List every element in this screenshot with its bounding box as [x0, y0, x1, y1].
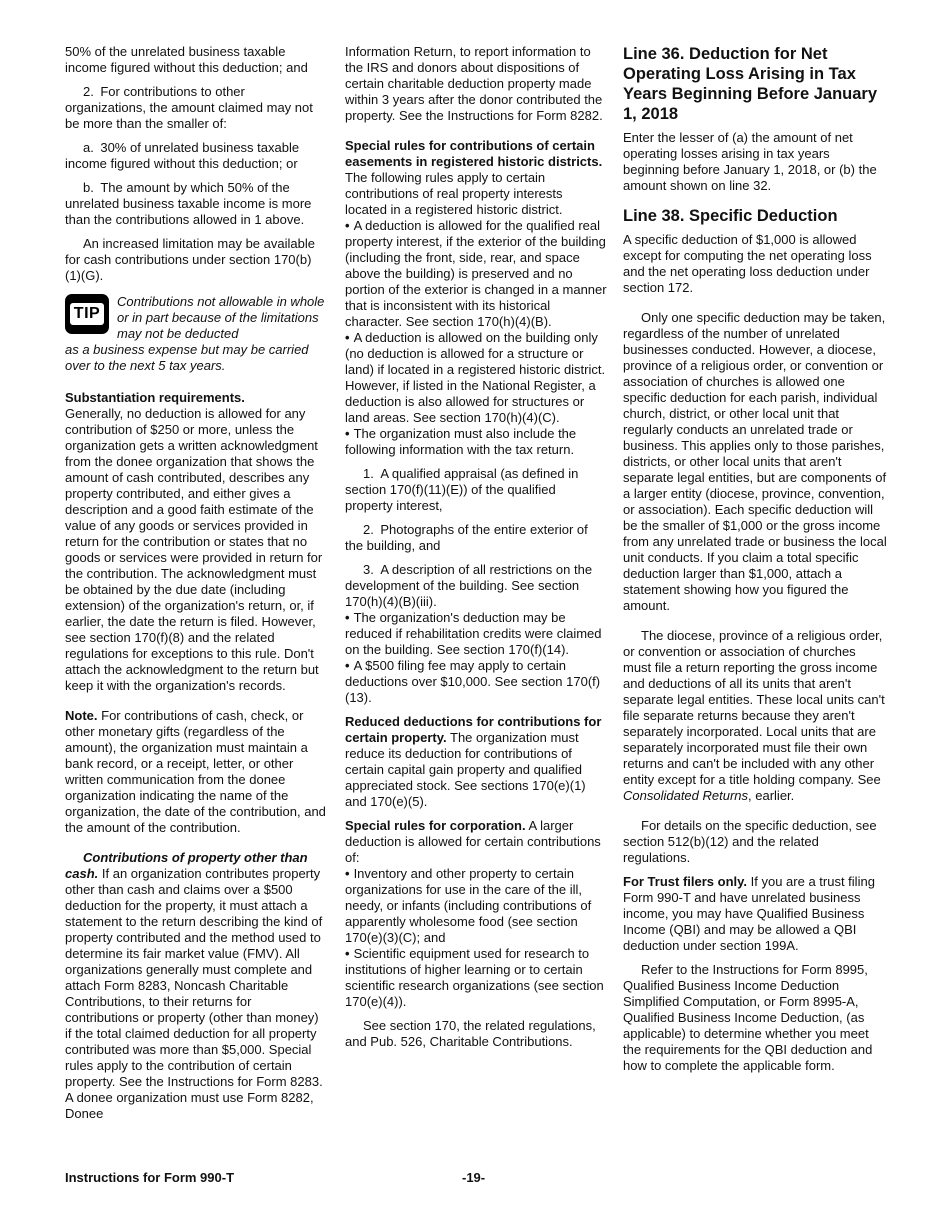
list-item: 3. A description of all restrictions on the development of the building. See section 170(h)(4)(B)(iii).: [345, 562, 593, 609]
paragraph: [65, 850, 327, 1122]
run-in-heading: Special rules for corporation.: [345, 818, 526, 833]
list-item: b. The amount by which 50% of the unrelated business taxable income is more than the contributions allowed in 1 above.: [65, 180, 312, 227]
paragraph-body: If an organization contributes property other than cash and claims over a $500 deduction for the property, it must attach a statement to the return describing the kind of property contributed and the method used to determine its fair market value (FMV). All organizations generally must complete and attach Form 8283, Noncash Charitable Contributions, to their returns for contributions or property (other than money) if the total claimed deduction for all property contributed was more than $5,000. Special rules apply to the contribution of certain property. See the Instructions for Form 8283. A donee organization must use Form 8282, Donee: [65, 866, 323, 1121]
paragraph: For details on the specific deduction, see section 512(b)(12) and the related regulations.: [623, 818, 877, 865]
bullet-item: • Inventory and other property to certain organizations for use in the care of the ill, needy, or infants (including contributions of apparently wholesome food (see section 170(e)(3)(C); and: [345, 866, 607, 946]
paragraph: [623, 628, 887, 804]
bullet-item: • The organization must also include the following information with the tax return.: [345, 426, 607, 458]
paragraph-body: For contributions of cash, check, or other monetary gifts (regardless of the amount), the organization must maintain a bank record, or a receipt, letter, or other written communication from the donee organization indicating the name of the organization, the date of the contribution, and the amount of the contribution.: [65, 708, 326, 835]
run-in-heading: Reduced deductions for contributions for certain property.: [345, 714, 602, 745]
paragraph-body: The organization must reduce its deduction for contributions of certain capital gain property and qualified appreciated stock. See sections 170(e)(1) and 170(e)(5).: [345, 730, 586, 809]
paragraph: Enter the lesser of (a) the amount of net operating losses arising in tax years beginning before January 1, 2018, or (b) the amount shown on line 32.: [623, 130, 877, 193]
column-left: [65, 44, 327, 1130]
paragraph-body: , earlier.: [748, 788, 795, 803]
paragraph-body: Generally, no deduction is allowed for any contribution of $250 or more, unless the organization gets a written acknowledgment from the donee organization that shows the amount of cash contributed, describes any property contributed, and either gives a description and a good faith estimate of the value of any goods or services provided in return for the contribution or states that no goods or services were provided in return for the contribution. The acknowledgment must be obtained by the due date (including extension) of the organization's return, or, if earlier, the date the return is filed. However, see section 170(f)(8) and the related regulations for exceptions to this rule. Don't attach the acknowledgment to the return but keep it with the organization's records.: [65, 406, 323, 693]
paragraph: 50% of the unrelated business taxable income figured without this deduction; and: [65, 44, 308, 75]
paragraph: [345, 714, 607, 810]
note-label: Note.: [65, 708, 98, 723]
run-in-heading: Special rules for contributions of certain easements in registered historic districts.: [345, 138, 603, 169]
paragraph-body: The diocese, province of a religious order, or convention or association of churches must file a return reporting the gross income and deductions of all its units that aren't separate legal entities. These local units can't file separate returns because they aren't separately incorporated. Local units that are separately incorporated must file their own returns and can't be included with any other entity except for a title holding company. See: [623, 628, 885, 787]
bullet-item: • A $500 filing fee may apply to certain deductions over $10,000. See section 170(f)(13).: [345, 658, 607, 706]
bullet-item: • The organization's deduction may be reduced if rehabilitation credits were claimed on the building. See section 170(f)(14).: [345, 610, 607, 658]
paragraph-body: A larger deduction is allowed for certain contributions of:: [345, 818, 601, 865]
section-heading: Line 38. Specific Deduction: [623, 207, 838, 225]
paragraph-body: The following rules apply to certain contributions of real property interests located in a registered historic district.: [345, 170, 563, 217]
tip-text: Contributions not allowable in whole or in part because of the limitations may not be deducted: [117, 294, 325, 341]
bullet-item: • Scientific equipment used for research to institutions of higher learning or to certain scientific research organizations (see section 170(e)(4)).: [345, 946, 607, 1010]
run-in-heading: For Trust filers only.: [623, 874, 748, 889]
tip-text-continued: as a business expense but may be carried over to the next 5 tax years.: [65, 342, 309, 373]
list-item: a. 30% of unrelated business taxable income figured without this deduction; or: [65, 140, 300, 171]
cross-reference: Consolidated Returns: [623, 788, 749, 803]
paragraph: A specific deduction of $1,000 is allowed except for computing the net operating loss and the net operating loss deduction under section 172.: [623, 232, 872, 295]
bullet-item: • A deduction is allowed for the qualified real property interest, if the exterior of the building (including the front, side, rear, and space above the building) is preserved and no portion of the exterior is changed in a manner that is inconsistent with its historical character. See section 170(h)(4)(B).: [345, 218, 607, 330]
run-in-heading: Contributions of property other than cash.: [65, 850, 308, 881]
note-paragraph: [65, 708, 327, 836]
list-item: 2. Photographs of the entire exterior of the building, and: [345, 522, 588, 553]
tip-icon: [65, 294, 109, 334]
paragraph: Only one specific deduction may be taken, regardless of the number of unrelated businesses conducted. However, a diocese, province of a religious order, or convention or association of churches is allowed one specific deduction for each parish, individual church, district, or other local unit that regularly conducts an unrelated trade or business. This applies only to those parishes, districts, or other local units that aren't separate legal entities, but are components of a larger entity (diocese, province, convention, or association). Each specific deduction will be the smaller of $1,000 or the gross income from any unrelated trade or business the local unit conducts. If you claim a total specific deduction larger than $1,000, attach a statement showing how you figured the amount.: [623, 310, 887, 613]
paragraph: See section 170, the related regulations, and Pub. 526, Charitable Contributions.: [345, 1018, 596, 1049]
paragraph: [623, 874, 887, 954]
paragraph: An increased limitation may be available for cash contributions under section 170(b)(1)(G).: [65, 236, 315, 283]
paragraph: Refer to the Instructions for Form 8995, Qualified Business Income Deduction Simplified Computation, or Form 8995-A, Qualified Business Income Deduction, (as applicable) to determine whether you meet the requirements for the QBI deduction and how to complete the applicable form.: [623, 962, 873, 1073]
list-item: 1. A qualified appraisal (as defined in section 170(f)(11)(E)) of the qualified property interest,: [345, 466, 579, 513]
paragraph: [345, 818, 607, 866]
paragraph: [65, 390, 327, 694]
paragraph: [345, 138, 607, 218]
section-heading: Substantiation requirements.: [65, 390, 245, 405]
page-number: -19-: [462, 1170, 486, 1185]
paragraph: Information Return, to report information to the IRS and donors about dispositions of certain charitable deduction property made within 3 years after the donor contributed the property. See the Instructions for Form 8282.: [345, 44, 603, 123]
paragraph-body: If you are a trust filing Form 990-T and have unrelated business income, you may have Qualified Business Income (QBI) and may be allowed a QBI deduction under section 199A.: [623, 874, 875, 953]
tip-label: TIP: [70, 303, 104, 325]
list-item: 2. For contributions to other organizations, the amount claimed may not be more than the smaller of:: [65, 84, 313, 131]
bullet-item: • A deduction is allowed on the building only (no deduction is allowed for a structure or land) if located in a registered historic district. However, if listed in the National Register, a deduction is also allowed for structures or land areas. See section 170(h)(4)(C).: [345, 330, 607, 426]
column-middle: [345, 44, 607, 1058]
column-right: [623, 44, 887, 1082]
tip-callout: [65, 294, 327, 342]
footer-title: Instructions for Form 990-T: [65, 1170, 235, 1185]
section-heading: Line 36. Deduction for Net Operating Loss Arising in Tax Years Beginning Before January 1, 2018: [623, 45, 878, 123]
